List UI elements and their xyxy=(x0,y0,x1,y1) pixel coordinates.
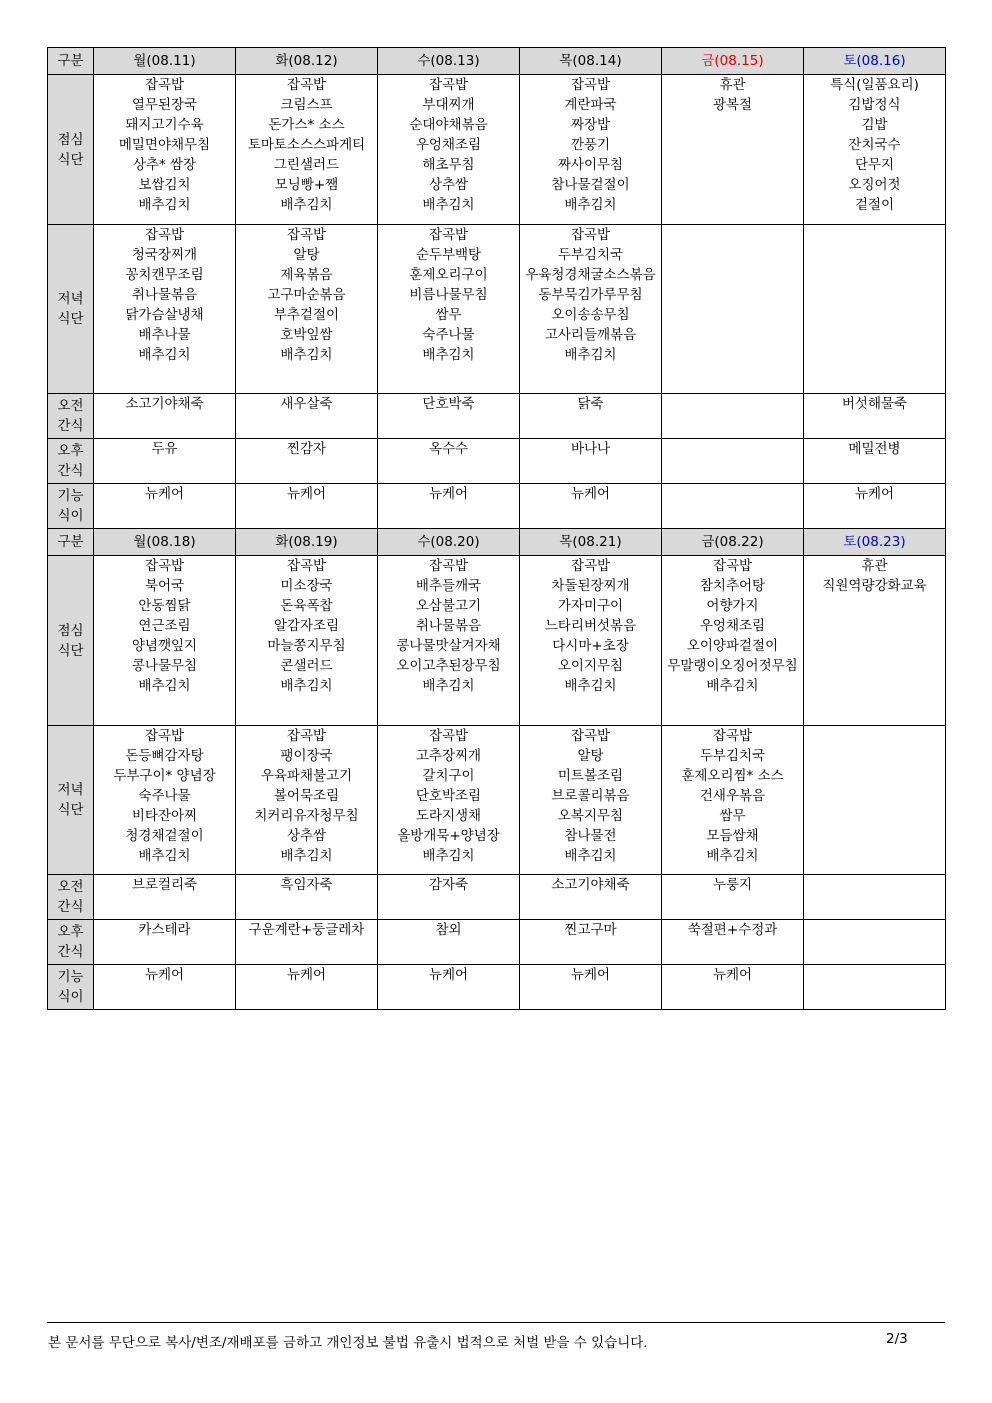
day-header: 화(08.12) xyxy=(236,48,378,75)
menu-item: 배추김치 xyxy=(422,197,475,213)
day-header: 금(08.22) xyxy=(662,529,804,556)
menu-item: 다시마+초장 xyxy=(552,638,629,654)
menu-item: 김밥 xyxy=(861,117,888,133)
menu-item: 뉴케어 xyxy=(286,967,327,983)
menu-item: 모듬쌈채 xyxy=(706,828,759,844)
menu-cell xyxy=(662,75,804,225)
menu-item: 팽이장국 xyxy=(280,748,333,764)
menu-item: 상추쌈 xyxy=(428,177,469,193)
row-label: 저녁 식단 xyxy=(48,225,94,394)
menu-item: 잡곡밥 xyxy=(712,558,753,574)
menu-item: 어향가지 xyxy=(706,598,759,614)
menu-cell xyxy=(236,225,378,394)
menu-item: 뉴케어 xyxy=(144,967,185,983)
menu-item: 두부김치국 xyxy=(699,748,766,764)
row-label: 오후 간식 xyxy=(48,920,94,965)
menu-item: 메밀전병 xyxy=(848,441,901,457)
menu-item: 바나나 xyxy=(570,441,611,457)
menu-item: 두부구이* 양념장 xyxy=(113,768,216,784)
menu-item: 오이송송무침 xyxy=(551,307,630,323)
menu-item: 제육볶음 xyxy=(280,267,333,283)
menu-item: 상추* 쌈장 xyxy=(132,157,197,173)
menu-item: 잡곡밥 xyxy=(286,227,327,243)
day-header: 수(08.20) xyxy=(378,529,520,556)
menu-item: 잡곡밥 xyxy=(428,558,469,574)
menu-item: 오이지무침 xyxy=(557,658,624,674)
menu-item: 잡곡밥 xyxy=(428,227,469,243)
menu-item: 배추김치 xyxy=(706,678,759,694)
day-header: 수(08.13) xyxy=(378,48,520,75)
menu-item: 짜장밥 xyxy=(570,117,611,133)
menu-cell xyxy=(94,439,236,484)
menu-cell xyxy=(662,875,804,920)
menu-cell xyxy=(236,75,378,225)
menu-cell xyxy=(520,556,662,726)
menu-cell xyxy=(804,556,946,726)
menu-item: 배추김치 xyxy=(138,848,191,864)
menu-item: 우육파채불고기 xyxy=(260,768,353,784)
menu-cell xyxy=(94,920,236,965)
menu-item: 단무지 xyxy=(854,157,895,173)
footer-notice: 본 문서를 무단으로 복사/변조/재배포를 금하고 개인정보 불법 유출시 법적으로 처벌 받을 수 있습니다. xyxy=(48,1335,648,1351)
row-label: 오전 간식 xyxy=(48,875,94,920)
menu-cell xyxy=(662,394,804,439)
menu-item: 새우살죽 xyxy=(280,396,333,412)
menu-item: 잡곡밥 xyxy=(144,77,185,93)
menu-item: 숙주나물 xyxy=(422,327,475,343)
menu-item: 콩나물무침 xyxy=(131,658,198,674)
menu-item: 찐고구마 xyxy=(564,922,617,938)
menu-item: 참외 xyxy=(435,922,462,938)
menu-item: 찐감자 xyxy=(286,441,327,457)
menu-cell xyxy=(520,75,662,225)
menu-item: 구운계란+둥글레차 xyxy=(248,922,365,938)
menu-item: 잡곡밥 xyxy=(570,77,611,93)
menu-cell xyxy=(662,484,804,529)
menu-item: 배추나물 xyxy=(138,327,191,343)
menu-item: 참나물전 xyxy=(564,828,617,844)
menu-item: 양념깻잎지 xyxy=(131,638,198,654)
menu-item: 직원역량강화교육 xyxy=(822,578,927,594)
menu-item: 뉴케어 xyxy=(286,486,327,502)
menu-item: 카스테라 xyxy=(138,922,191,938)
menu-item: 숙주나물 xyxy=(138,788,191,804)
menu-item: 배추김치 xyxy=(422,848,475,864)
menu-item: 휴관 xyxy=(719,77,746,93)
menu-item: 취나물볶음 xyxy=(131,287,198,303)
menu-item: 가자미구이 xyxy=(557,598,624,614)
menu-item: 훈제오리찜* 소스 xyxy=(681,768,784,784)
menu-item: 부대찌개 xyxy=(422,97,475,113)
menu-item: 뉴케어 xyxy=(854,486,895,502)
menu-cell xyxy=(804,875,946,920)
menu-item: 잡곡밥 xyxy=(570,728,611,744)
menu-cell xyxy=(520,484,662,529)
menu-item: 해초무침 xyxy=(422,157,475,173)
menu-cell xyxy=(804,726,946,875)
menu-item: 배추김치 xyxy=(138,197,191,213)
menu-item: 갈치구이 xyxy=(422,768,475,784)
menu-cell xyxy=(378,726,520,875)
menu-item: 모닝빵+쨈 xyxy=(274,177,339,193)
week-1-functional-diet-row xyxy=(48,484,946,529)
menu-cell xyxy=(662,726,804,875)
menu-cell xyxy=(236,920,378,965)
menu-item: 배추김치 xyxy=(138,678,191,694)
menu-cell xyxy=(804,225,946,394)
menu-item: 짜사이무침 xyxy=(557,157,624,173)
menu-item: 고사리들깨볶음 xyxy=(544,327,637,343)
menu-item: 브로컬리죽 xyxy=(131,877,198,893)
menu-item: 두유 xyxy=(151,441,178,457)
menu-item: 호박잎쌈 xyxy=(280,327,333,343)
menu-item: 배추김치 xyxy=(564,678,617,694)
day-header: 토(08.16) xyxy=(804,48,946,75)
menu-item: 잡곡밥 xyxy=(144,558,185,574)
day-header: 월(08.11) xyxy=(94,48,236,75)
menu-item: 뉴케어 xyxy=(570,967,611,983)
menu-cell xyxy=(378,556,520,726)
menu-cell xyxy=(236,965,378,1010)
menu-item: 취나물볶음 xyxy=(415,618,482,634)
menu-item: 배추김치 xyxy=(564,347,617,363)
menu-cell xyxy=(520,965,662,1010)
page-number: 2/3 xyxy=(886,1331,908,1347)
row-label: 오전 간식 xyxy=(48,394,94,439)
menu-item: 참나물겉절이 xyxy=(551,177,630,193)
week-1-morning-snack-row xyxy=(48,394,946,439)
menu-item: 잡곡밥 xyxy=(286,558,327,574)
menu-cell xyxy=(662,920,804,965)
menu-item: 알탕 xyxy=(293,247,320,263)
menu-item: 오삼불고기 xyxy=(415,598,482,614)
menu-item: 잡곡밥 xyxy=(286,77,327,93)
menu-cell xyxy=(94,965,236,1010)
menu-item: 배추김치 xyxy=(138,347,191,363)
menu-item: 고구마순볶음 xyxy=(267,287,346,303)
menu-cell xyxy=(662,439,804,484)
week-1-header-row xyxy=(48,48,946,75)
menu-item: 부추겉절이 xyxy=(273,307,340,323)
menu-item: 고추장찌개 xyxy=(415,748,482,764)
row-label: 점심 식단 xyxy=(48,556,94,726)
menu-cell xyxy=(94,726,236,875)
menu-item: 광복절 xyxy=(712,97,753,113)
menu-item: 배추김치 xyxy=(422,347,475,363)
menu-item: 콘샐러드 xyxy=(280,658,333,674)
menu-item: 잔치국수 xyxy=(848,137,901,153)
footer-divider xyxy=(47,1322,945,1323)
menu-item: 알감자조림 xyxy=(273,618,340,634)
day-header: 화(08.19) xyxy=(236,529,378,556)
menu-item: 쌈무 xyxy=(719,808,746,824)
menu-item: 참치추어탕 xyxy=(699,578,766,594)
menu-item: 무말랭이오징어젓무침 xyxy=(667,658,798,674)
menu-item: 누룽지 xyxy=(712,877,753,893)
menu-item: 돈가스* 소스 xyxy=(268,117,345,133)
menu-cell xyxy=(378,920,520,965)
menu-item: 미소장국 xyxy=(280,578,333,594)
menu-item: 돈육폭찹 xyxy=(280,598,333,614)
menu-item: 계란파국 xyxy=(564,97,617,113)
header-label: 구분 xyxy=(48,48,94,75)
menu-cell xyxy=(236,394,378,439)
menu-item: 쑥절편+수정과 xyxy=(687,922,778,938)
menu-item: 오복지무침 xyxy=(557,808,624,824)
menu-cell xyxy=(378,484,520,529)
menu-item: 상추쌈 xyxy=(286,828,327,844)
menu-cell xyxy=(804,394,946,439)
menu-item: 브로콜리볶음 xyxy=(551,788,630,804)
menu-item: 느타리버섯볶음 xyxy=(544,618,637,634)
menu-cell xyxy=(520,875,662,920)
menu-item: 뉴케어 xyxy=(428,967,469,983)
menu-cell xyxy=(378,394,520,439)
menu-item: 우엉채조림 xyxy=(699,618,766,634)
menu-item: 오징어젓 xyxy=(848,177,901,193)
menu-item: 잡곡밥 xyxy=(570,227,611,243)
menu-cell xyxy=(520,920,662,965)
menu-cell xyxy=(378,875,520,920)
menu-cell xyxy=(378,965,520,1010)
menu-item: 청국장찌개 xyxy=(131,247,198,263)
menu-item: 잡곡밥 xyxy=(570,558,611,574)
menu-item: 오이고추된장무침 xyxy=(396,658,501,674)
menu-item: 배추김치 xyxy=(280,197,333,213)
menu-item: 잡곡밥 xyxy=(428,728,469,744)
menu-item: 뉴케어 xyxy=(428,486,469,502)
menu-item: 뉴케어 xyxy=(570,486,611,502)
day-header: 토(08.23) xyxy=(804,529,946,556)
menu-item: 흑임자죽 xyxy=(280,877,333,893)
menu-item: 건새우볶음 xyxy=(699,788,766,804)
menu-item: 비타잔아찌 xyxy=(131,808,198,824)
menu-item: 꽁치캔무조림 xyxy=(125,267,204,283)
menu-cell xyxy=(804,75,946,225)
menu-item: 배추김치 xyxy=(564,197,617,213)
menu-item: 단호박죽 xyxy=(422,396,475,412)
menu-item: 보쌈김치 xyxy=(138,177,191,193)
menu-item: 우육청경채굴소스볶음 xyxy=(525,267,656,283)
day-header: 목(08.14) xyxy=(520,48,662,75)
row-label: 점심 식단 xyxy=(48,75,94,225)
menu-item: 두부김치국 xyxy=(557,247,624,263)
week-2-morning-snack-row xyxy=(48,875,946,920)
menu-item: 동부묵김가루무침 xyxy=(538,287,643,303)
menu-item: 비름나물무침 xyxy=(409,287,488,303)
menu-item: 배추김치 xyxy=(280,347,333,363)
meal-plan-table xyxy=(47,47,946,1010)
menu-item: 메밀면야채무침 xyxy=(118,137,211,153)
menu-item: 소고기야채죽 xyxy=(125,396,204,412)
menu-item: 크림스프 xyxy=(280,97,333,113)
row-label: 기능 식이 xyxy=(48,965,94,1010)
menu-cell xyxy=(662,225,804,394)
menu-cell xyxy=(94,75,236,225)
menu-item: 올방개묵+양념장 xyxy=(397,828,500,844)
menu-item: 미트볼조림 xyxy=(557,768,624,784)
menu-item: 열무된장국 xyxy=(131,97,198,113)
menu-item: 배추김치 xyxy=(422,678,475,694)
menu-item: 볼어묵조림 xyxy=(273,788,340,804)
menu-cell xyxy=(94,875,236,920)
menu-item: 잡곡밥 xyxy=(144,728,185,744)
menu-cell xyxy=(804,439,946,484)
menu-cell xyxy=(94,225,236,394)
menu-item: 우엉채조림 xyxy=(415,137,482,153)
menu-item: 훈제오리구이 xyxy=(409,267,488,283)
header-label: 구분 xyxy=(48,529,94,556)
menu-item: 잡곡밥 xyxy=(712,728,753,744)
meal-plan-body xyxy=(48,48,946,1010)
menu-item: 쌈무 xyxy=(435,307,462,323)
row-label: 저녁 식단 xyxy=(48,726,94,875)
menu-item: 알탕 xyxy=(577,748,604,764)
day-header: 금(08.15) xyxy=(662,48,804,75)
menu-cell xyxy=(236,439,378,484)
week-1-afternoon-snack-row xyxy=(48,439,946,484)
menu-cell xyxy=(94,556,236,726)
menu-item: 깐풍기 xyxy=(570,137,611,153)
menu-item: 닭죽 xyxy=(577,396,604,412)
menu-item: 그린샐러드 xyxy=(273,157,340,173)
menu-cell xyxy=(520,225,662,394)
menu-item: 옥수수 xyxy=(428,441,469,457)
menu-item: 휴관 xyxy=(861,558,888,574)
menu-item: 연근조림 xyxy=(138,618,191,634)
menu-cell xyxy=(520,439,662,484)
menu-item: 북어국 xyxy=(144,578,185,594)
menu-item: 뉴케어 xyxy=(712,967,753,983)
menu-cell xyxy=(662,556,804,726)
row-label: 오후 간식 xyxy=(48,439,94,484)
week-2-header-row xyxy=(48,529,946,556)
menu-item: 배추김치 xyxy=(706,848,759,864)
menu-item: 잡곡밥 xyxy=(286,728,327,744)
week-1-lunch-row xyxy=(48,75,946,225)
menu-item: 치커리유자청무침 xyxy=(254,808,359,824)
menu-item: 잡곡밥 xyxy=(144,227,185,243)
menu-item: 닭가슴살냉채 xyxy=(125,307,204,323)
day-header: 목(08.21) xyxy=(520,529,662,556)
menu-item: 안동찜닭 xyxy=(138,598,191,614)
menu-item: 소고기야채죽 xyxy=(551,877,630,893)
menu-item: 뉴케어 xyxy=(144,486,185,502)
menu-cell xyxy=(236,726,378,875)
menu-cell xyxy=(94,484,236,529)
menu-item: 김밥정식 xyxy=(848,97,901,113)
menu-item: 배추들깨국 xyxy=(415,578,482,594)
menu-item: 순두부백탕 xyxy=(415,247,482,263)
menu-item: 겉절이 xyxy=(854,197,895,213)
day-header: 월(08.18) xyxy=(94,529,236,556)
menu-item: 마늘쫑지무침 xyxy=(267,638,346,654)
menu-cell xyxy=(520,394,662,439)
menu-item: 특식(일품요리) xyxy=(830,77,919,93)
menu-cell xyxy=(520,726,662,875)
week-2-functional-diet-row xyxy=(48,965,946,1010)
menu-item: 토마토소스스파게티 xyxy=(247,137,366,153)
menu-item: 청경채겉절이 xyxy=(125,828,204,844)
menu-cell xyxy=(804,965,946,1010)
menu-cell xyxy=(378,75,520,225)
menu-item: 순대야채볶음 xyxy=(409,117,488,133)
menu-item: 배추김치 xyxy=(564,848,617,864)
menu-cell xyxy=(804,484,946,529)
menu-item: 돼지고기수육 xyxy=(125,117,204,133)
menu-cell xyxy=(236,875,378,920)
menu-cell xyxy=(236,484,378,529)
menu-item: 돈등뼈감자탕 xyxy=(125,748,204,764)
week-2-afternoon-snack-row xyxy=(48,920,946,965)
menu-cell xyxy=(378,225,520,394)
menu-item: 콩나물맛살겨자채 xyxy=(396,638,501,654)
menu-item: 차돌된장찌개 xyxy=(551,578,630,594)
week-2-lunch-row xyxy=(48,556,946,726)
menu-item: 배추김치 xyxy=(280,848,333,864)
menu-cell xyxy=(662,965,804,1010)
menu-cell xyxy=(804,920,946,965)
menu-cell xyxy=(378,439,520,484)
menu-item: 배추김치 xyxy=(280,678,333,694)
menu-item: 잡곡밥 xyxy=(428,77,469,93)
menu-item: 오이양파겉절이 xyxy=(686,638,779,654)
menu-cell xyxy=(94,394,236,439)
week-1-dinner-row xyxy=(48,225,946,394)
menu-item: 감자죽 xyxy=(428,877,469,893)
week-2-dinner-row xyxy=(48,726,946,875)
row-label: 기능 식이 xyxy=(48,484,94,529)
menu-item: 도라지생채 xyxy=(415,808,482,824)
menu-item: 단호박조림 xyxy=(415,788,482,804)
menu-cell xyxy=(236,556,378,726)
menu-item: 버섯해물죽 xyxy=(841,396,908,412)
